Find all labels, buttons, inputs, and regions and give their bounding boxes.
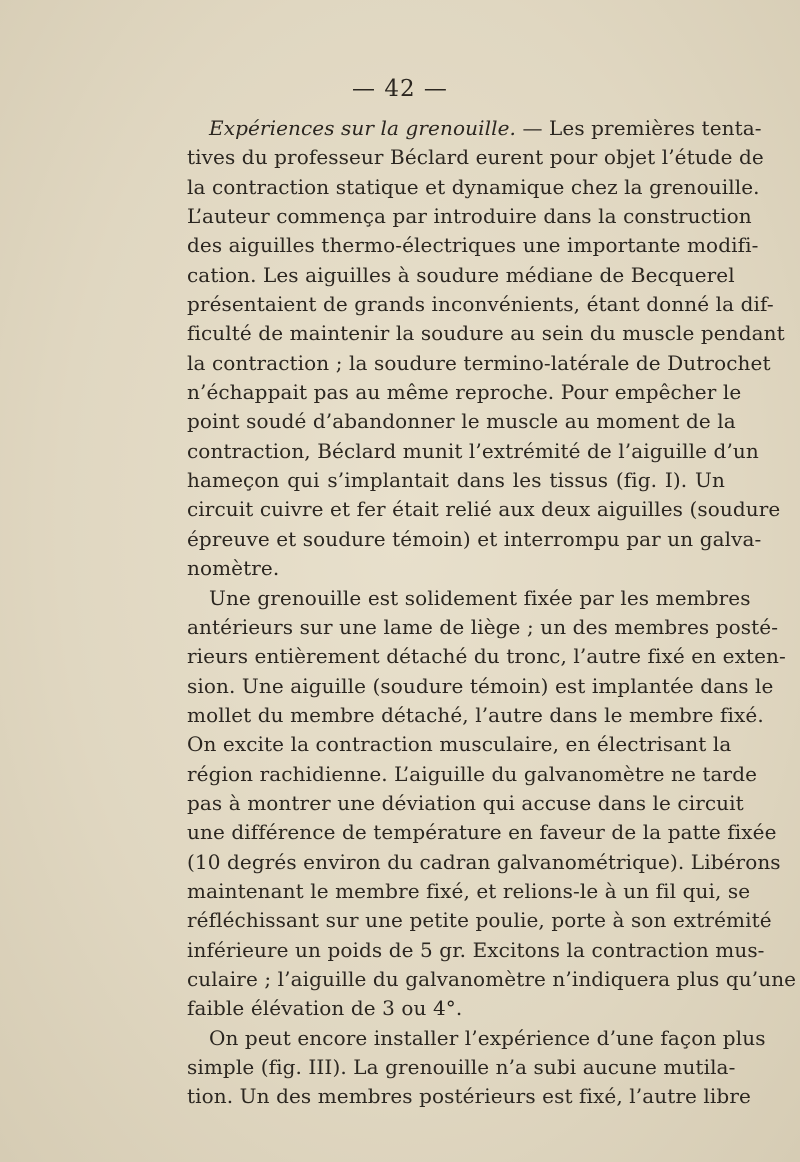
line-text: — Les premières tenta- (515, 116, 762, 140)
text-line: simple (fig. III). La grenouille n’a subi aucune mutila- (187, 1055, 736, 1079)
text-line: présentaient de grands inconvénients, étant donné la dif- (187, 292, 774, 317)
text-line: circuit cuivre et fer était relié aux deux aiguilles (soudure (187, 497, 781, 522)
page-number: — 42 — (352, 76, 448, 102)
text-line: ficulté de maintenir la soudure au sein du muscle pendant (187, 321, 785, 346)
section-heading: Expériences sur la grenouille. (209, 116, 516, 140)
text-line: une différence de température en faveur de la patte fixée (187, 820, 777, 845)
text-line: Une grenouille est solidement fixée par les membres (209, 585, 751, 610)
text-line: n’échappait pas au même reproche. Pour empêcher le (187, 380, 742, 405)
text-line: la contraction statique et dynamique chez la grenouille. (187, 174, 760, 199)
text-line: réfléchissant sur une petite poulie, porte à son extrémité (187, 908, 772, 933)
text-line: tion. Un des membres postérieurs est fixé, l’autre libre (187, 1084, 751, 1109)
text-line: cation. Les aiguilles à soudure médiane de Becquerel (187, 262, 735, 287)
text-line: la contraction ; la soudure termino-latérale de Dutrochet (187, 350, 771, 375)
text-line: épreuve et soudure témoin) et interrompu par un galva- (187, 526, 762, 551)
text-line: On peut encore installer l’expérience d’une façon plus (209, 1025, 766, 1050)
text-line: nomètre. (187, 556, 280, 581)
text-line: inférieure un poids de 5 gr. Excitons la contraction mus- (187, 937, 765, 962)
text-line: des aiguilles thermo-électriques une importante modifi- (187, 233, 759, 258)
text-line: région rachidienne. L’aiguille du galvanomètre ne tarde (187, 761, 758, 786)
text-line: tives du professeur Béclard eurent pour objet l’étude de (187, 145, 764, 170)
text-line: hameçon qui s’implantait dans les tissus (fig. I). Un (187, 468, 725, 493)
text-line: faible élévation de 3 ou 4°. (187, 996, 463, 1021)
text-line: culaire ; l’aiguille du galvanomètre n’indiquera plus qu’une (187, 966, 797, 991)
text-line: L’auteur commença par introduire dans la construction (187, 204, 752, 229)
text-line: maintenant le membre fixé, et relions-le à un fil qui, se (187, 878, 751, 903)
text-line: rieurs entièrement détaché du tronc, l’autre fixé en exten- (187, 644, 786, 669)
text-line (187, 114, 762, 143)
text-line: antérieurs sur une lame de liège ; un des membres posté- (187, 614, 779, 639)
text-line: point soudé d’abandonner le muscle au moment de la (187, 409, 736, 434)
text-line: On excite la contraction musculaire, en électrisant la (187, 732, 732, 757)
text-line: contraction, Béclard munit l’extrémité de l’aiguille d’un (187, 438, 759, 463)
text-line: mollet du membre détaché, l’autre dans le membre fixé. (187, 702, 764, 727)
body-text (187, 114, 797, 1112)
text-line: pas à montrer une déviation qui accuse dans le circuit (187, 790, 744, 815)
text-line: (10 degrés environ du cadran galvanométrique). Libérons (187, 849, 781, 874)
text-line: sion. Une aiguille (soudure témoin) est implantée dans le (187, 673, 774, 698)
